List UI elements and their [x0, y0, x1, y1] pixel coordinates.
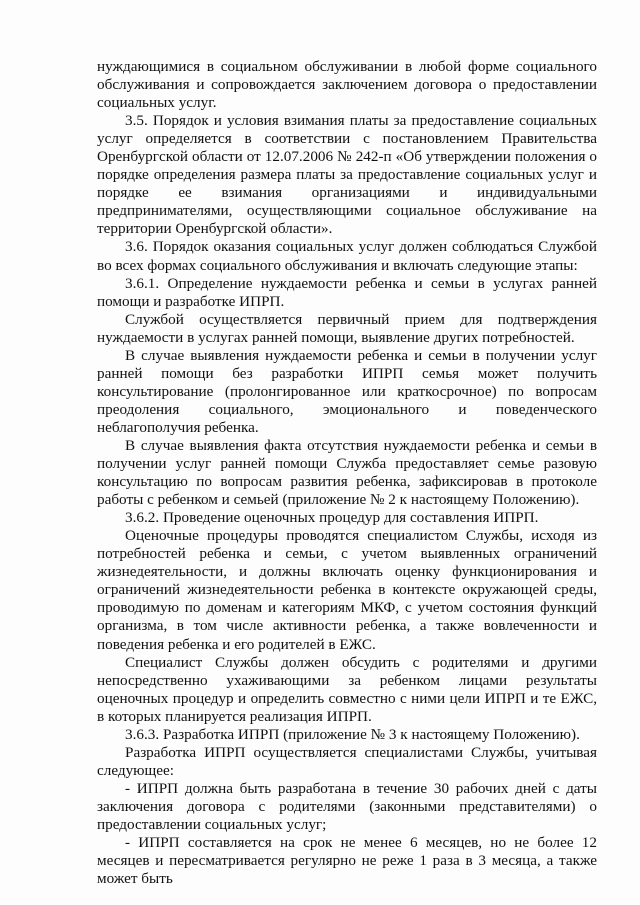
list-item-term: - ИПРП составляется на срок не менее 6 месяцев, но не более 12 месяцев и пересматривается регулярно не реже 1 раза в 3 месяца, а также может быть	[97, 834, 597, 888]
paragraph-no-need: В случае выявления факта отсутствия нуждаемости ребенка и семьи в получении услуг ранней помощи Служба предоставляет семье разовую консультацию по вопросам развития ребенка, зафиксировав в протоколе работы с ребенком и семьей (приложение № 2 к настоящему Положению).	[97, 436, 597, 509]
paragraph-iprp-development: Разработка ИПРП осуществляется специалистами Службы, учитывая следующее:	[97, 743, 597, 779]
paragraph-3-6-1: 3.6.1. Определение нуждаемости ребенка и семьи в услугах ранней помощи и разработке ИПРП.	[97, 274, 597, 310]
paragraph-3-5: 3.5. Порядок и условия взимания платы за предоставление социальных услуг определяется в соответствии с постановлением Правительства Оренбургской области от 12.07.2006 № 242-п «Об утверждении положения о порядке определения размера платы за предоставление социальных услуг и порядке ее взимания организациями и индивидуальными предпринимателями, осуществляющими социальное обслуживание на территории Оренбургской области».	[97, 112, 597, 238]
paragraph-specialist-discussion: Специалист Службы должен обсудить с родителями и другими непосредственно ухаживающими за ребенком лицами результаты оценочных процедур и определить совместно с ними цели ИПРП и те ЕЖС, в которых планируется реализация ИПРП.	[97, 653, 597, 725]
paragraph-need-without-iprp: В случае выявления нуждаемости ребенка и семьи в получении услуг ранней помощи без разработки ИПРП семья может получить консультирование (пролонгированное или краткосрочное) по вопросам преодоления социального, эмоционального и поведенческого неблагополучия ребенка.	[97, 346, 597, 436]
paragraph-assessment-procedures: Оценочные процедуры проводятся специалистом Службы, исходя из потребностей ребенка и семьи, с учетом выявленных ограничений жизнедеятельности, и должны включать оценку функционирования и ограничений жизнедеятельности ребенка в контексте окружающей среды, проводимую по доменам и категориям МКФ, с учетом состояния функций организма, в том числе активности ребенка, а также вовлеченности и поведения ребенка и его родителей в ЕЖС.	[97, 527, 597, 653]
paragraph-initial-reception: Службой осуществляется первичный прием для подтверждения нуждаемости в услугах ранней помощи, выявление других потребностей.	[97, 310, 597, 346]
list-item-30-days: - ИПРП должна быть разработана в течение 30 рабочих дней с даты заключения договора с родителями (законными представителями) о предоставлении социальных услуг;	[97, 779, 597, 833]
paragraph-3-6-2: 3.6.2. Проведение оценочных процедур для составления ИПРП.	[125, 509, 539, 527]
paragraph-continuation: нуждающимися в социальном обслуживании в любой форме социального обслуживания и сопровождается заключением договора о предоставлении социальных услуг.	[97, 58, 597, 112]
paragraph-3-6-3: 3.6.3. Разработка ИПРП (приложение № 3 к настоящему Положению).	[125, 725, 580, 743]
document-body	[97, 58, 597, 888]
paragraph-3-6: 3.6. Порядок оказания социальных услуг должен соблюдаться Службой во всех формах социального обслуживания и включать следующие этапы:	[97, 238, 597, 274]
